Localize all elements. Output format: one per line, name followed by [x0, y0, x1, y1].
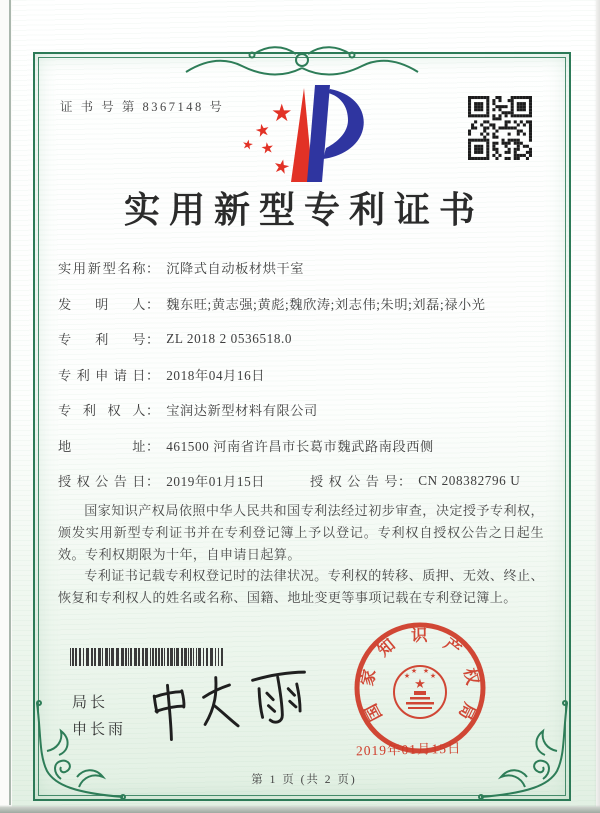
field-colon: ：	[146, 296, 160, 312]
field-colon: ：	[146, 367, 160, 383]
legal-paragraph: 国家知识产权局依照中华人民共和国专利法经过初步审查，决定授予专利权，颁发实用新型专利证书并在专利登记簿上予以登记。专利权自授权公告之日起生效。专利权期限为十年，自申请日起算。	[58, 503, 544, 562]
svg-text:★: ★	[414, 676, 426, 691]
seal-date: 2019年01月15日	[355, 740, 462, 759]
cnipa-logo	[235, 80, 375, 188]
field-label: 专利权人	[58, 403, 146, 419]
field-row-patentee	[58, 392, 544, 428]
field-label: 专利号	[58, 332, 146, 348]
field-row-address	[58, 428, 544, 464]
top-flourish-icon	[182, 40, 422, 84]
field-row-grant	[58, 463, 544, 499]
field-value: 2018年04月16日	[166, 367, 266, 383]
field-colon: ：	[146, 438, 160, 454]
field-colon: ：	[146, 261, 160, 277]
barcode	[70, 648, 226, 666]
seal-ring-text: 国家知识产权局	[357, 625, 483, 725]
field-value: 宝润达新型材料有限公司	[166, 403, 318, 419]
svg-text:★: ★	[403, 672, 411, 680]
svg-text:★: ★	[429, 672, 437, 680]
star-icon: ★	[253, 119, 273, 142]
svg-text:★: ★	[422, 667, 430, 675]
director-title: 局长	[72, 695, 109, 711]
star-icon: ★	[271, 101, 293, 127]
field-row-filing-date	[58, 357, 544, 393]
field-colon: ：	[398, 474, 412, 490]
legal-text	[58, 500, 544, 609]
grant-date: 2019年01月15日	[166, 474, 266, 490]
field-label: 授权公告号	[310, 474, 398, 490]
certificate-number: 证 书 号 第 8367148 号	[60, 100, 225, 114]
field-label: 地址	[58, 438, 146, 454]
qr-code	[468, 96, 532, 160]
field-row-patent-number	[58, 321, 544, 357]
field-label: 实用新型名称	[58, 261, 146, 277]
page-footer: 第 1 页 (共 2 页)	[251, 774, 357, 786]
certificate-paper	[12, 0, 596, 807]
photo-edge	[0, 805, 600, 813]
director-name: 申长雨	[72, 722, 127, 738]
field-colon: ：	[146, 403, 160, 419]
field-label: 授权公告日	[58, 474, 146, 490]
field-value: 461500 河南省许昌市长葛市魏武路南段西侧	[166, 438, 434, 454]
field-label: 发明人	[58, 296, 146, 312]
star-icon: ★	[271, 155, 293, 180]
field-value: 魏东旺;黄志强;黄彪;魏欣涛;刘志伟;朱明;刘磊;禄小光	[166, 296, 486, 312]
photo-edge	[594, 0, 600, 813]
page-title: 实用新型专利证书	[123, 190, 484, 230]
photo-edge	[9, 0, 11, 805]
field-label: 专利申请日	[58, 367, 146, 383]
legal-paragraph: 专利证书记载专利权登记时的法律状况。专利权的转移、质押、无效、终止、恢复和专利权人的姓名或名称、国籍、地址变更等事项记载在专利登记簿上。	[58, 568, 544, 606]
field-row-inventors	[58, 286, 544, 322]
svg-text:★: ★	[410, 667, 418, 675]
field-value: ZL 2018 2 0536518.0	[166, 330, 293, 346]
director-signature	[138, 663, 332, 753]
grant-number: CN 208382796 U	[418, 472, 521, 488]
field-value: 沉降式自动板材烘干室	[166, 261, 305, 277]
director-block	[72, 690, 126, 744]
star-icon: ★	[259, 140, 276, 158]
field-row-name	[58, 250, 544, 286]
field-colon: ：	[146, 474, 160, 490]
field-colon: ：	[146, 332, 160, 348]
certificate-fields	[58, 250, 544, 499]
national-emblem-icon	[394, 666, 446, 718]
star-icon: ★	[240, 136, 255, 153]
